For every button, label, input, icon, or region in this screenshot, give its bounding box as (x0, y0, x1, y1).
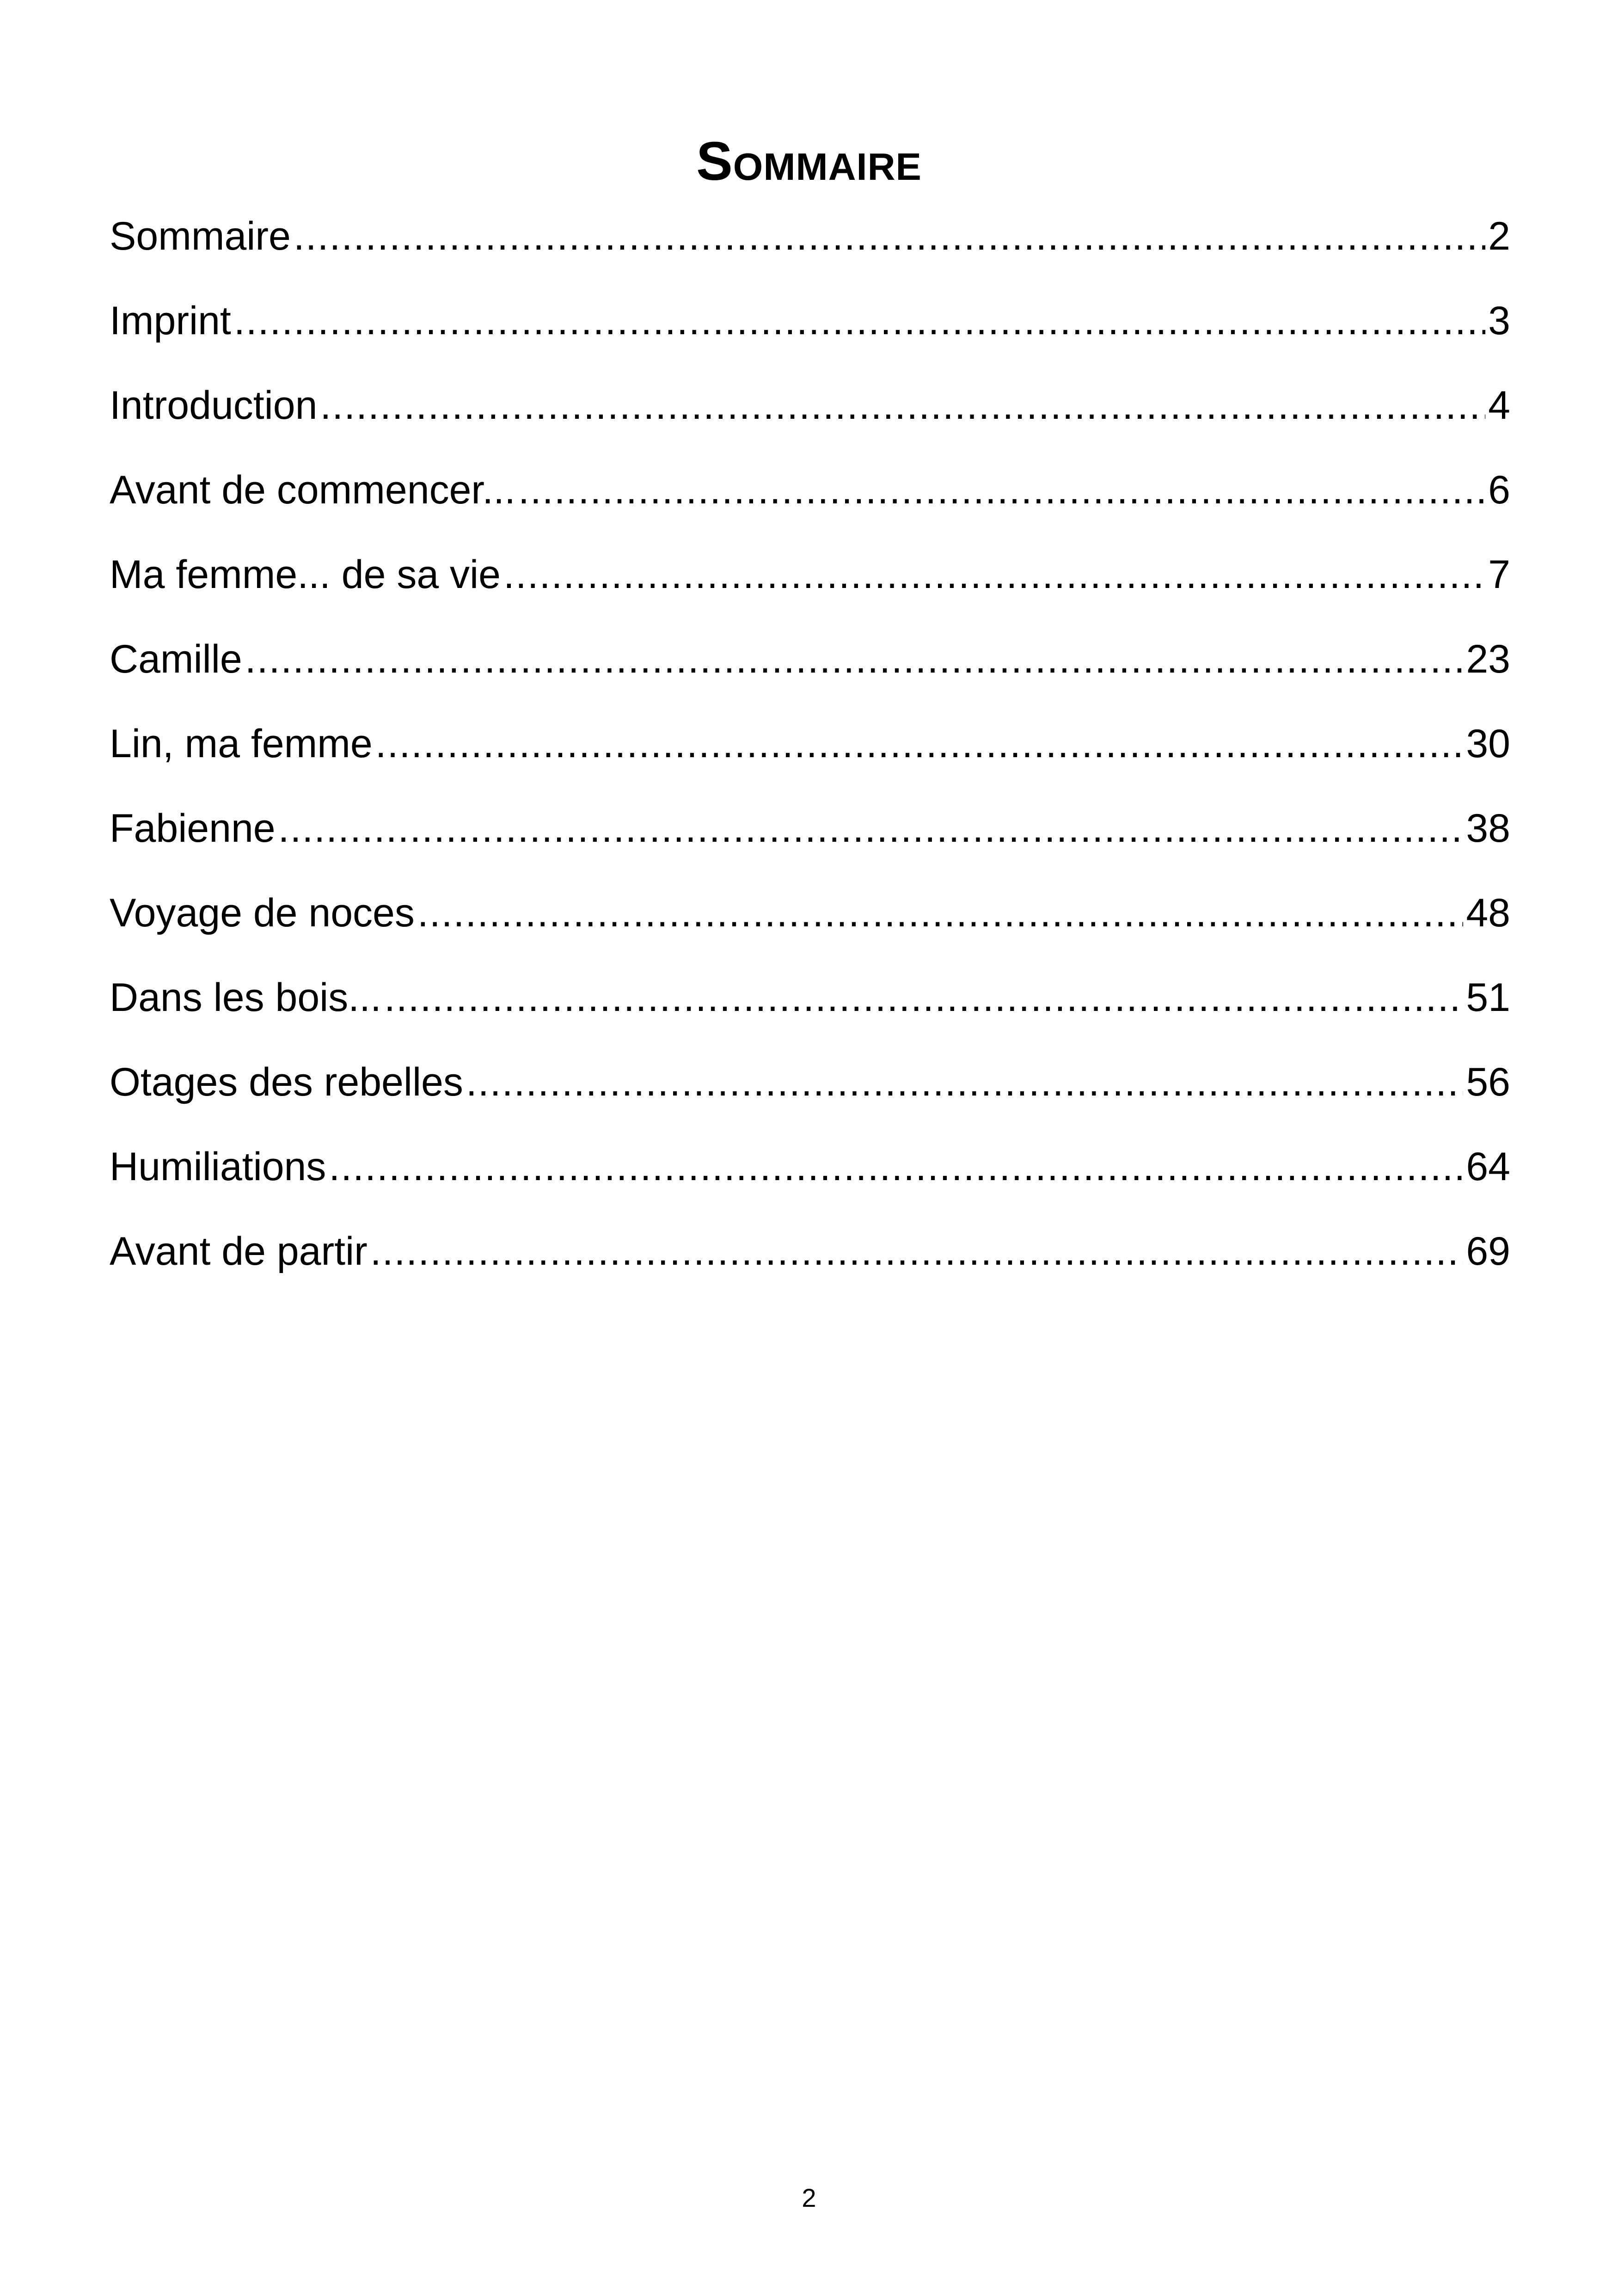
toc-entry[interactable] (110, 955, 1510, 1040)
toc-dot-leader (278, 786, 1464, 871)
toc-entry-page: 4 (1488, 383, 1510, 428)
page-number: 2 (802, 2183, 816, 2212)
toc-entry[interactable] (110, 1209, 1510, 1294)
toc-entry[interactable] (110, 533, 1510, 617)
toc-entry-page: 2 (1488, 214, 1510, 258)
toc-entry[interactable] (110, 279, 1510, 363)
toc-entry-page: 56 (1466, 1060, 1510, 1104)
toc-entry-page: 7 (1488, 552, 1510, 597)
toc-entry[interactable] (110, 617, 1510, 702)
toc-dot-leader (384, 955, 1463, 1040)
toc-entry-label: Otages des rebelles (110, 1060, 463, 1104)
toc-entry-label: Humiliations (110, 1145, 326, 1189)
toc-entry-label: Introduction (110, 383, 318, 428)
toc-dot-leader (466, 1040, 1463, 1125)
toc-dot-leader (375, 702, 1464, 786)
toc-dot-leader (370, 1209, 1464, 1294)
toc-entry-label: Voyage de noces (110, 891, 415, 935)
table-of-contents (110, 194, 1510, 1294)
toc-entry-page: 23 (1466, 637, 1510, 681)
toc-entry-page: 6 (1488, 468, 1510, 512)
toc-entry-page: 64 (1466, 1145, 1510, 1189)
toc-dot-leader (320, 363, 1485, 448)
toc-entry-label: Lin, ma femme (110, 722, 373, 766)
toc-entry[interactable] (110, 363, 1510, 448)
toc-entry-page: 51 (1466, 975, 1510, 1020)
toc-entry-page: 69 (1466, 1229, 1510, 1274)
toc-entry[interactable] (110, 786, 1510, 871)
toc-dot-leader (245, 617, 1464, 702)
toc-dot-leader (294, 194, 1485, 279)
toc-entry-page: 3 (1488, 299, 1510, 343)
toc-entry-page: 30 (1466, 722, 1510, 766)
toc-entry[interactable] (110, 702, 1510, 786)
toc-entry-label: Avant de partir (110, 1229, 368, 1274)
toc-entry[interactable] (110, 194, 1510, 279)
toc-entry-label: Camille (110, 637, 242, 681)
toc-entry-label: Dans les bois... (110, 975, 381, 1020)
toc-entry-label: Ma femme... de sa vie (110, 552, 501, 597)
toc-entry-label: Sommaire (110, 214, 291, 258)
page-title: Sommaire (696, 131, 922, 192)
toc-dot-leader (518, 448, 1485, 533)
toc-entry-label: Avant de commencer... (110, 468, 515, 512)
toc-entry[interactable] (110, 448, 1510, 533)
toc-dot-leader (329, 1125, 1463, 1209)
toc-entry-page: 48 (1466, 891, 1510, 935)
toc-entry-label: Fabienne (110, 806, 276, 851)
toc-entry-label: Imprint (110, 299, 231, 343)
toc-dot-leader (234, 279, 1485, 363)
toc-entry-page: 38 (1466, 806, 1510, 851)
toc-entry[interactable] (110, 871, 1510, 955)
toc-entry[interactable] (110, 1040, 1510, 1125)
toc-entry[interactable] (110, 1125, 1510, 1209)
toc-dot-leader (417, 871, 1463, 955)
toc-dot-leader (503, 533, 1485, 617)
